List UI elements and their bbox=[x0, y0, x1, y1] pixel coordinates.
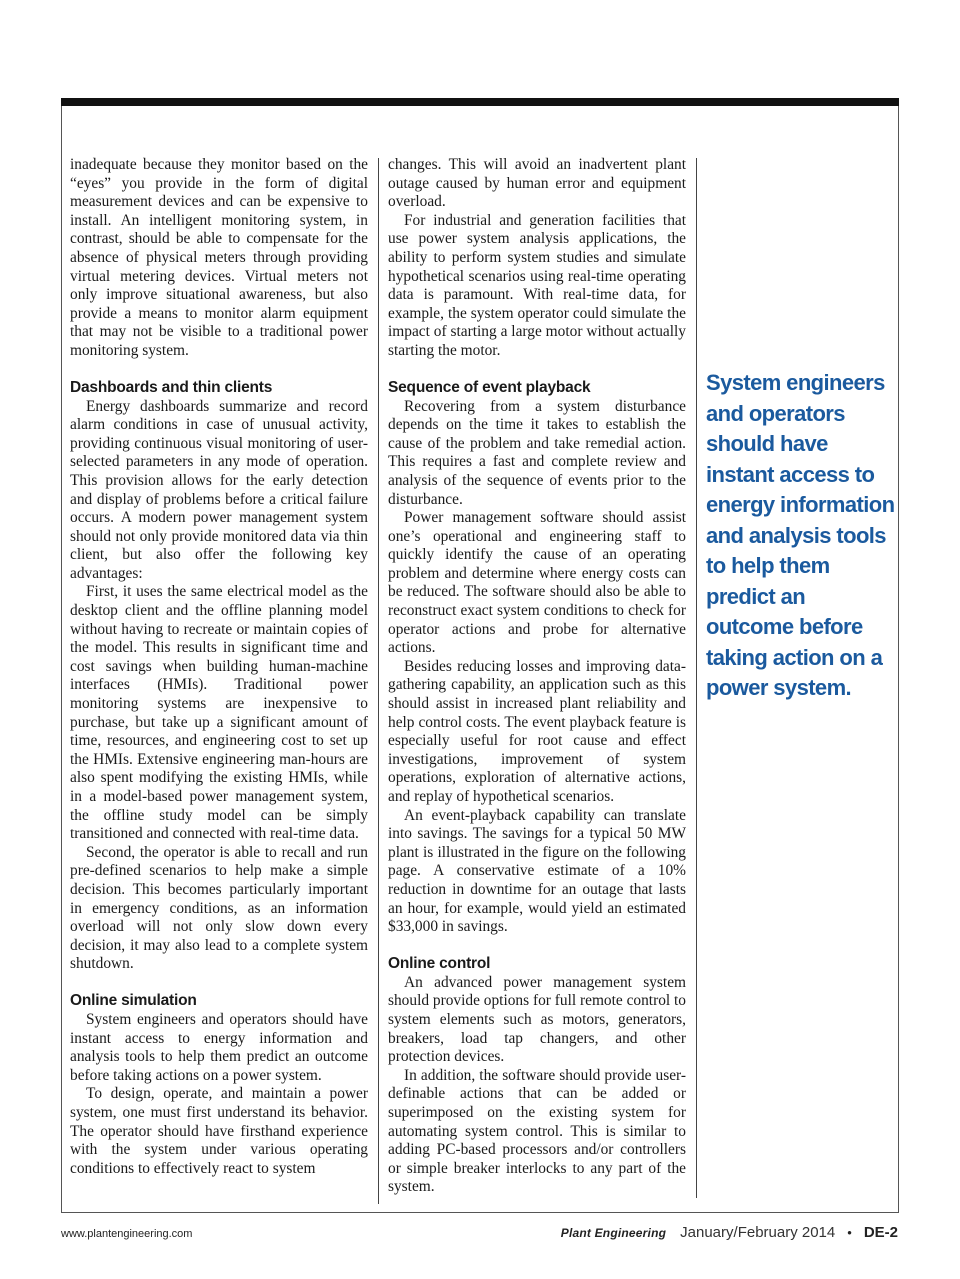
section-heading-event-playback: Sequence of event playback bbox=[388, 378, 591, 396]
paragraph: Recovering from a system disturbance depends on the time it takes to establish the cause of the problem and take remedial action. This requires a fast and complete review and analysis of the sequence of events prior to the disturbance. bbox=[388, 397, 686, 508]
paragraph: An event-playback capability can translate into savings. The savings for a typical 50 MW plant is illustrated in the figure on the following page. A conservative estimate of a 10% reduction in downtime for an outage that lasts an hour, for example, would yield an estimated $33,000 in savings. bbox=[388, 806, 686, 936]
issue-date: January/February 2014 bbox=[680, 1224, 836, 1241]
section-heading-online-control: Online control bbox=[388, 954, 491, 972]
paragraph: To design, operate, and maintain a power system, one must first understand its behavior. The operator should have firsthand experience with the system under various operating conditions to effectively react to system bbox=[70, 1085, 368, 1177]
column-divider bbox=[378, 158, 379, 1204]
paragraph: inadequate because they monitor based on the “eyes” you provide in the form of digital measurement devices and can be expensive to install. An intelligent monitoring system, in contrast, should be able to compensate for the absence of physical meters through providing virtual metering devices. Virtual meters not only improve situational awareness, but also provide a means to monitor alarm equipment that may not be visible to a traditional power monitoring system. bbox=[70, 156, 368, 359]
paragraph: Besides reducing losses and improving data-gathering capability, an application such as this should assist in increased plant reliability and help control costs. The event playback feature is especially useful for root cause and effect investigations, improvement of system operations, exploration of alternative actions, and replay of hypothetical scenarios. bbox=[388, 657, 686, 805]
paragraph: Second, the operator is able to recall and run pre-defined scenarios to help make a simple decision. This becomes particularly important in emergency conditions, as an information overload will not only slow down every decision, it may also lead to a complete system shutdown. bbox=[70, 843, 368, 973]
separator-bullet: • bbox=[847, 1225, 852, 1240]
article-column-middle bbox=[388, 156, 686, 1197]
paragraph: An advanced power management system should provide options for full remote control to system elements such as motors, generators, breakers, load tap changers, and other protection devices. bbox=[388, 973, 686, 1066]
paragraph: In addition, the software should provide user-definable actions that can be added or superimposed on the existing system for automating system control. This is similar to adding PC-based processors and/or controllers or simple breaker interlocks to any part of the system. bbox=[388, 1066, 686, 1196]
pull-quote: System engineers and operators should have instant access to energy information and analysis tools to help them predict an outcome before taking action on a power system. bbox=[706, 370, 895, 700]
website-link[interactable]: www.plantengineering.com bbox=[61, 1228, 193, 1240]
section-heading-online-simulation: Online simulation bbox=[70, 991, 197, 1009]
page-number: DE-2 bbox=[863, 1224, 898, 1241]
magazine-name: Plant Engineering bbox=[560, 1226, 667, 1240]
paragraph: For industrial and generation facilities that use power system analysis applications, the ability to perform system studies and simulate hypothetical scenarios using real-time operating data is paramount. With real-time data, for example, the system operator could simulate the impact of starting a large motor without actually starting the motor. bbox=[388, 211, 686, 359]
article-column-left bbox=[70, 156, 368, 1178]
header-rule bbox=[61, 98, 899, 106]
paragraph: First, it uses the same electrical model as the desktop client and the offline planning model without having to recreate or maintain copies of the model. This results in significant time and cost savings when building human-machine interfaces (HMIs). Traditional power monitoring systems are inexpensive to purchase, but take up a significant amount of time, resources, and engineering cost to set up the HMIs. Extensive engineering man-hours are also spent modifying the existing HMIs, while in a model-based power management system, the offline study model can be simply transitioned and connected with real-time data. bbox=[70, 583, 368, 843]
footer-folio bbox=[561, 1224, 898, 1241]
paragraph: Power management software should assist one’s operational and engineering staff to quickly identify the cause of an operating problem and determine where energy costs can be reduced. The software should also be able to reconstruct exact system conditions to check for operator actions and probe for alternative actions. bbox=[388, 509, 686, 657]
paragraph: Energy dashboards summarize and record alarm conditions in case of unusual activity, providing continuous visual monitoring of user-selected parameters in any mode of operation. This provision allows for the early detection and display of problems before a critical failure occurs. A modern power management system should not only provide monitored data via thin client, but also offer the following key advantages: bbox=[70, 397, 368, 582]
paragraph: System engineers and operators should have instant access to energy information and analysis tools to help them predict an outcome before taking actions on a power system. bbox=[70, 1010, 368, 1084]
paragraph: changes. This will avoid an inadvertent plant outage caused by human error and equipment overload. bbox=[388, 156, 686, 211]
section-heading-dashboards: Dashboards and thin clients bbox=[70, 378, 273, 396]
column-divider bbox=[696, 158, 697, 1198]
